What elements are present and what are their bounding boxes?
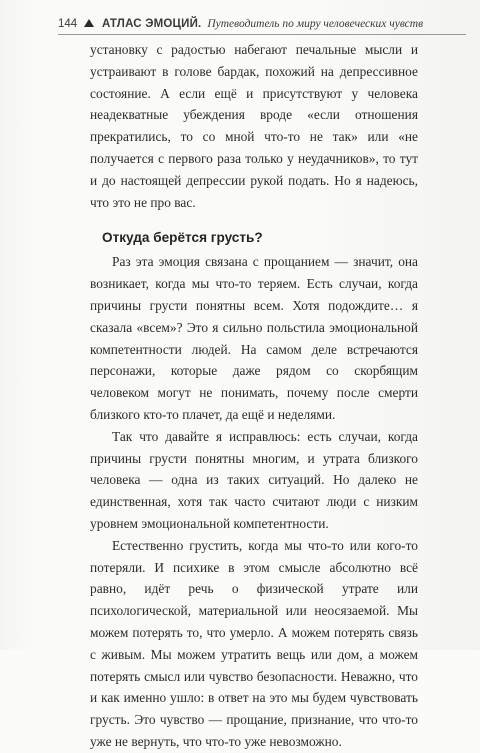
section-heading: Откуда берётся грусть?	[102, 230, 263, 246]
paragraph: Естественно грустить, когда мы что-то или кого-то потеряли. И психике в этом смысле абсолютно всё равно, идёт речь о физической утрате или психологической, материальной или неосязаемой. Мы можем потерять то, что умерло. А можем потерять связь с живым. Мы можем утратить вещь или дом, а можем потерять смысл или чувство безопасности. Неважно, что и как именно ушло: в ответ на это мы будем чувствовать грусть. Это чувство — прощание, признание, что что-то уже не вернуть, что что-то уже невозможно.	[90, 537, 418, 749]
header-divider	[58, 34, 466, 35]
book-subtitle: Путеводитель по миру человеческих чувств	[207, 18, 424, 30]
triangle-marker-icon	[84, 19, 94, 27]
book-title: АТЛАС ЭМОЦИЙ.	[101, 18, 202, 30]
page-number: 144	[58, 18, 78, 30]
paragraph: установку с радостью набегают печальные мысли и устраивают в голове бардак, похожий на депрессивное состояние. А если ещё и присутствуют у человека неадекватные убеждения вроде «если отношения прекратились, то со мной что-то не так» или «не получается с первого раза только у неудачников», то тут и до настоящей депрессии рукой подать. Но я надеюсь, что это не про вас.	[90, 42, 418, 210]
running-header	[58, 14, 458, 34]
page-body	[90, 39, 418, 753]
paragraph: Так что давайте я исправлюсь: есть случаи, когда причины грусти понятны многим, и утрата близкого человека — одна из таких ситуаций. Но далеко не единственная, хотя так часто считают люди с низким уровнем эмоциональной компетентности.	[90, 428, 418, 531]
paragraph: Раз эта эмоция связана с прощанием — значит, она возникает, когда мы что-то теряем. Есть случаи, когда причины грусти понятны всем. Хотя подождите… я сказала «всем»? Это я сильно польстила эмоциональной компетентности людей. На самом деле встречаются персонажи, которые даже рядом со скорбящим человеком могут не понимать, почему после смерти близкого кто-то плачет, да ещё и неделями.	[90, 254, 418, 422]
